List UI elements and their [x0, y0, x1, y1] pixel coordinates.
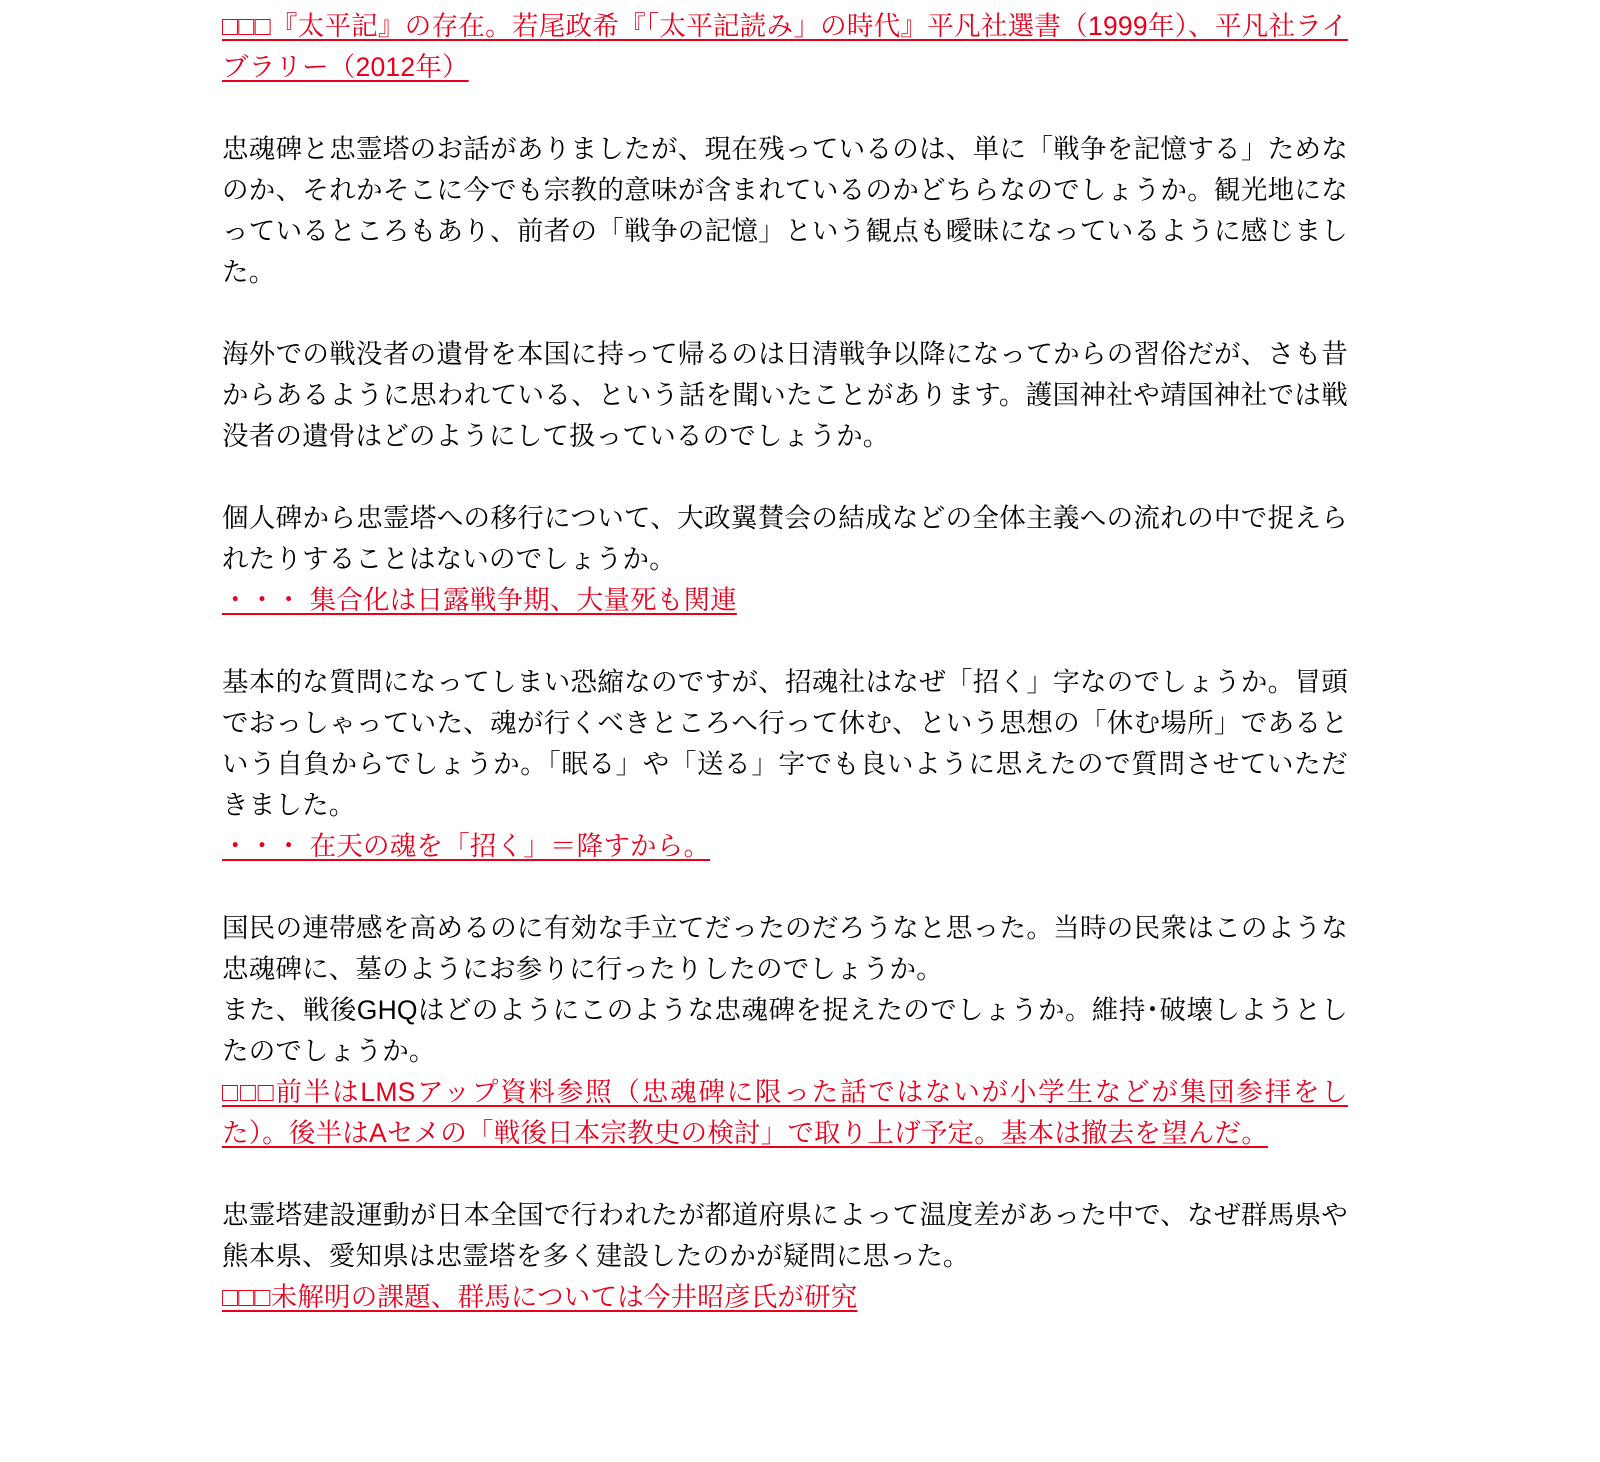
question-paragraph-4: 基本的な質問になってしまい恐縮なのですが、招魂社はなぜ「招く」字なのでしょうか。冒頭でおっしゃっていた、魂が行くべきところへ行って休む、という思想の「休む場所」であるという自負からでしょうか。「眠る」や「送る」字でも良いように思えたので質問させていただきました。 — [222, 667, 1348, 820]
annotation-paragraph-5 — [222, 1277, 1348, 1318]
annotation-paragraph-1 — [222, 6, 1348, 88]
paragraph-spacer — [222, 1154, 1348, 1195]
annotation-paragraph-2 — [222, 580, 1348, 621]
question-paragraph-3: 個人碑から忠霊塔への移行について、大政翼賛会の結成などの全体主義への流れの中で捉えられたりすることはないのでしょうか。 — [222, 503, 1348, 574]
annotation-text: ・・・ 集合化は日露戦争期、大量死も関連 — [222, 585, 737, 615]
question-paragraph-1: 忠魂碑と忠霊塔のお話がありましたが、現在残っているのは、単に「戦争を記憶する」ためなのか、それかそこに今でも宗教的意味が含まれているのかどちらなのでしょうか。観光地になっているところもあり、前者の「戦争の記憶」という観点も曖昧になっているように感じました。 — [222, 134, 1348, 287]
annotation-paragraph-4 — [222, 1072, 1348, 1154]
paragraph-spacer — [222, 867, 1348, 908]
annotation-text: ・・・ 在天の魂を「招く」＝降すから。 — [222, 831, 711, 861]
annotation-paragraph-3 — [222, 826, 1348, 867]
paragraph-spacer — [222, 621, 1348, 662]
left-margin — [0, 0, 218, 1462]
paragraph-spacer — [222, 88, 1348, 129]
paragraph-spacer — [222, 457, 1348, 498]
document-content — [222, 6, 1348, 1318]
paragraph-spacer — [222, 293, 1348, 334]
annotation-text: □□□未解明の課題、群馬については今井昭彦氏が研究 — [222, 1282, 858, 1312]
annotation-text: □□□前半はLMSアップ資料参照（忠魂碑に限った話ではないが小学生などが集団参拝をした）。後半はAセメの「戦後日本宗教史の検討」で取り上げ予定。基本は撤去を望んだ。 — [222, 1077, 1348, 1148]
question-paragraph-2: 海外での戦没者の遺骨を本国に持って帰るのは日清戦争以降になってからの習俗だが、さも昔からあるように思われている、という話を聞いたことがあります。護国神社や靖国神社では戦没者の遺骨はどのようにして扱っているのでしょうか。 — [222, 339, 1348, 451]
question-paragraph-7: 忠霊塔建設運動が日本全国で行われたが都道府県によって温度差があった中で、なぜ群馬県や熊本県、愛知県は忠霊塔を多く建設したのかが疑問に思った。 — [222, 1200, 1348, 1271]
annotation-text: □□□『太平記』の存在。若尾政希『「太平記読み」の時代』平凡社選書（1999年）、平凡社ライブラリー（2012年） — [222, 11, 1348, 82]
question-paragraph-5: 国民の連帯感を高めるのに有効な手立てだったのだろうなと思った。当時の民衆はこのような忠魂碑に、墓のようにお参りに行ったりしたのでしょうか。 — [222, 913, 1348, 984]
question-paragraph-6: また、戦後GHQはどのようにこのような忠魂碑を捉えたのでしょうか。維持･破壊しようとしたのでしょうか。 — [222, 995, 1348, 1066]
